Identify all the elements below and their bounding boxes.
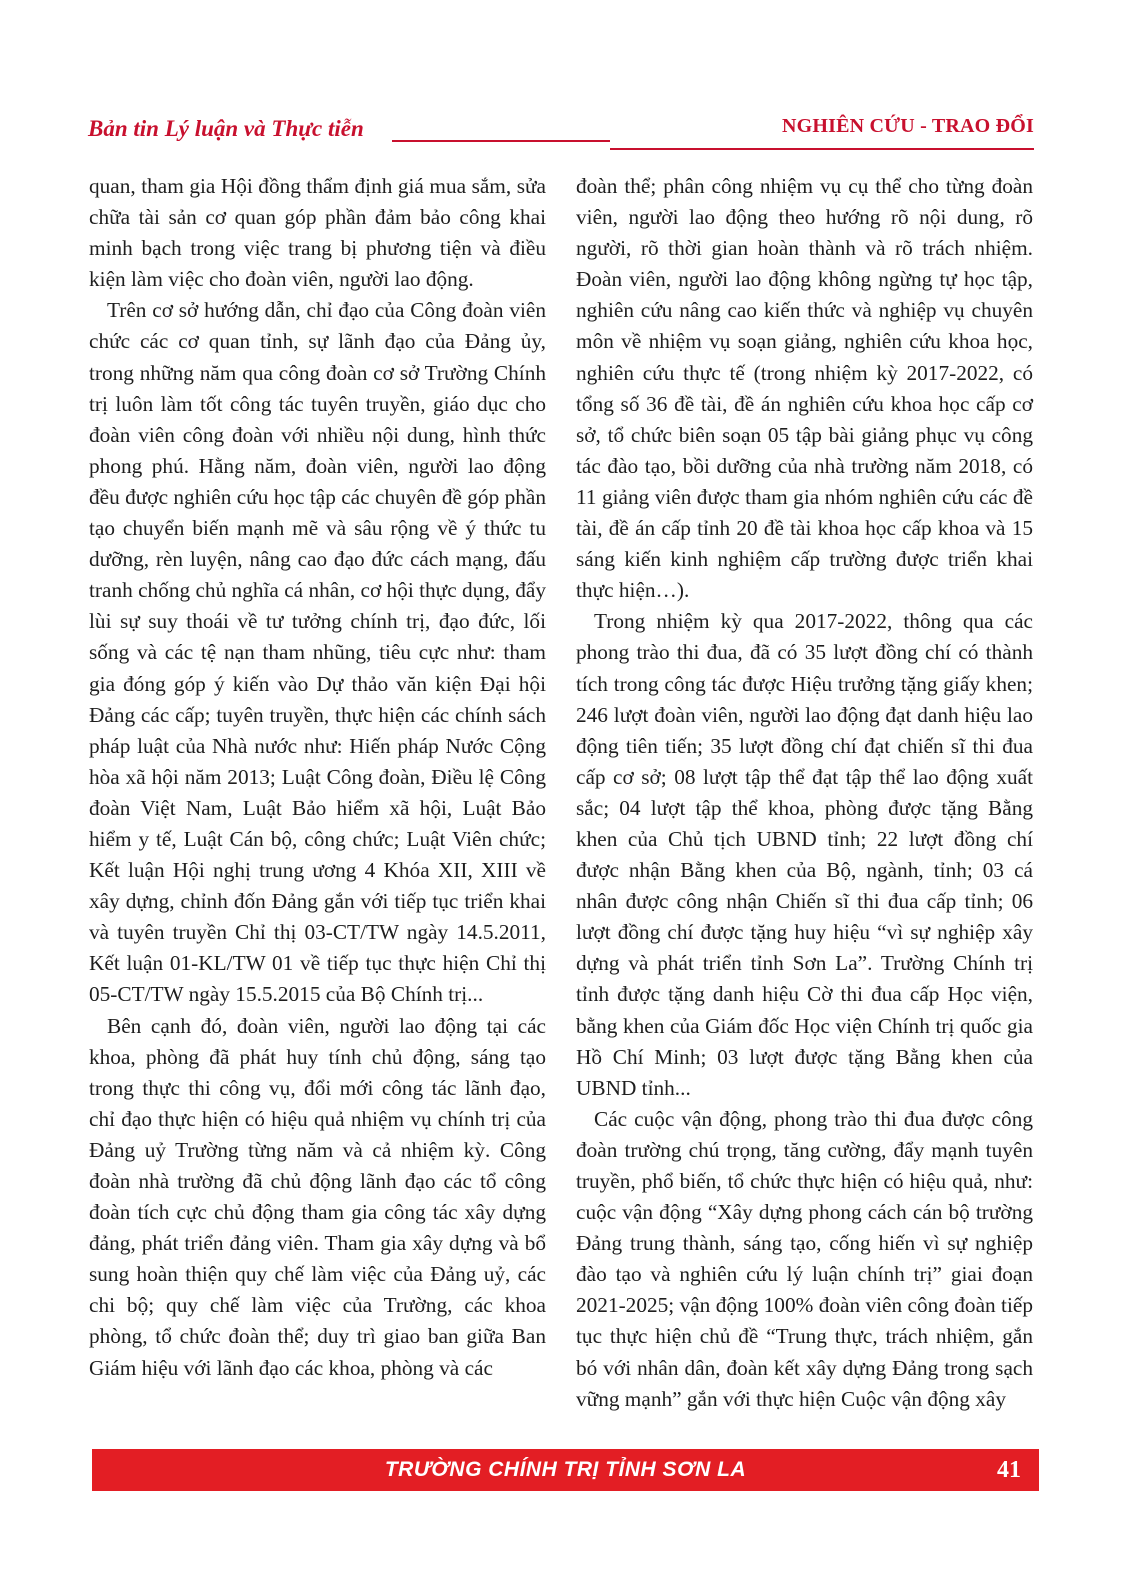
header-rule-left [392, 140, 610, 142]
footer-institution-name: TRƯỜNG CHÍNH TRỊ TỈNH SƠN LA [384, 1458, 747, 1481]
page-number: 41 [997, 1457, 1021, 1483]
article-column-left [89, 171, 546, 1384]
paragraph: quan, tham gia Hội đồng thẩm định giá mua sắm, sửa chữa tài sản cơ quan góp phần đảm bảo công khai minh bạch trong việc trang bị phương tiện và điều kiện làm việc cho đoàn viên, người lao động. [89, 174, 546, 292]
paragraph: Các cuộc vận động, phong trào thi đua được công đoàn trường chú trọng, tăng cường, đẩy mạnh tuyên truyền, phổ biến, tổ chức thực hiện có hiệu quả, như: cuộc vận động “Xây dựng phong cách cán bộ trường Đảng trung thành, sáng tạo, cống hiến vì sự nghiệp đào tạo và nghiên cứu lý luận chính trị” giai đoạn 2021-2025; vận động 100% đoàn viên công đoàn tiếp tục thực hiện chủ đề “Trung thực, trách nhiệm, gắn bó với nhân dân, đoàn kết xây dựng Đảng trong sạch vững mạnh” gắn với thực hiện Cuộc vận động xây [576, 1106, 1033, 1411]
paragraph: Trên cơ sở hướng dẫn, chỉ đạo của Công đoàn viên chức các cơ quan tỉnh, sự lãnh đạo của Đảng ủy, trong những năm qua công đoàn cơ sở Trường Chính trị luôn làm tốt công tác tuyên truyền, giáo dục cho đoàn viên công đoàn với nhiều nội dung, hình thức phong phú. Hằng năm, đoàn viên, người lao động đều được nghiên cứu học tập các chuyên đề góp phần tạo chuyển biến mạnh mẽ và sâu rộng về ý thức tu dưỡng, rèn luyện, nâng cao đạo đức cách mạng, đấu tranh chống chủ nghĩa cá nhân, cơ hội thực dụng, đẩy lùi sự suy thoái về tư tưởng chính trị, đạo đức, lối sống và các tệ nạn tham nhũng, tiêu cực như: tham gia đóng góp ý kiến vào Dự thảo văn kiện Đại hội Đảng các cấp; tuyên truyền, thực hiện các chính sách pháp luật của Nhà nước như: Hiến pháp Nước Cộng hòa xã hội năm 2013; Luật Công đoàn, Điều lệ Công đoàn Việt Nam, Luật Bảo hiểm xã hội, Luật Bảo hiểm y tế, Luật Cán bộ, công chức; Luật Viên chức; Kết luận Hội nghị trung ương 4 Khóa XII, XIII về xây dựng, chỉnh đốn Đảng gắn với tiếp tục triển khai và tuyên truyền Chỉ thị 03-CT/TW ngày 14.5.2011, Kết luận 01-KL/TW 01 về tiếp tục thực hiện Chỉ thị 05-CT/TW ngày 15.5.2015 của Bộ Chính trị... [89, 298, 546, 1007]
paragraph: Trong nhiệm kỳ qua 2017-2022, thông qua các phong trào thi đua, đã có 35 lượt đồng chí có thành tích trong công tác được Hiệu trưởng tặng giấy khen; 246 lượt đoàn viên, người lao động đạt danh hiệu lao động tiên tiến; 35 lượt đồng chí đạt chiến sĩ thi đua cấp cơ sở; 08 lượt tập thể đạt tập thể lao động xuất sắc; 04 lượt tập thể khoa, phòng được tặng Bằng khen của Chủ tịch UBND tỉnh; 22 lượt đồng chí được nhận Bằng khen của Bộ, ngành, tỉnh; 03 cá nhân được công nhận Chiến sĩ thi đua cấp tỉnh; 06 lượt đồng chí được tặng huy hiệu “vì sự nghiệp xây dựng và phát triển tỉnh Sơn La”. Trường Chính trị tỉnh được tặng danh hiệu Cờ thi đua cấp Học viện, bằng khen của Giám đốc Học viện Chính trị quốc gia Hồ Chí Minh; 03 lượt được tặng Bằng khen của UBND tỉnh... [576, 609, 1033, 1100]
header-section-title: NGHIÊN CỨU - TRAO ĐỔI [782, 115, 1034, 137]
paragraph: đoàn thể; phân công nhiệm vụ cụ thể cho từng đoàn viên, người lao động theo hướng rõ nội dung, rõ người, rõ thời gian hoàn thành và rõ trách nhiệm. Đoàn viên, người lao động không ngừng tự học tập, nghiên cứu nâng cao kiến thức và nghiệp vụ chuyên môn về nhiệm vụ soạn giảng, nghiên cứu khoa học, nghiên cứu thực tế (trong nhiệm kỳ 2017-2022, có tổng số 36 đề tài, đề án nghiên cứu khoa học cấp cơ sở, tổ chức biên soạn 05 tập bài giảng phục vụ công tác đào tạo, bồi dưỡng của nhà trường năm 2018, có 11 giảng viên được tham gia nhóm nghiên cứu các đề tài, đề án cấp tỉnh 20 đề tài khoa học cấp khoa và 15 sáng kiến kinh nghiệm cấp trường được triển khai thực hiện…). [576, 174, 1033, 603]
article-column-right [576, 171, 1033, 1415]
header-publication-title: Bản tin Lý luận và Thực tiễn [88, 116, 364, 141]
header-rule-right [610, 148, 1034, 150]
footer-bar [92, 1449, 1039, 1491]
paragraph: Bên cạnh đó, đoàn viên, người lao động tại các khoa, phòng đã phát huy tính chủ động, sáng tạo trong thực thi công vụ, đổi mới công tác lãnh đạo, chỉ đạo thực hiện có hiệu quả nhiệm vụ chính trị của Đảng uỷ Trường từng năm và cả nhiệm kỳ. Công đoàn nhà trường đã chủ động lãnh đạo các tổ công đoàn tích cực chủ động tham gia công tác xây dựng đảng, phát triển đảng viên. Tham gia xây dựng và bổ sung hoàn thiện quy chế làm việc của Đảng uỷ, các chi bộ; quy chế làm việc của Trường, các khoa phòng, tổ chức đoàn thể; duy trì giao ban giữa Ban Giám hiệu với lãnh đạo các khoa, phòng và các [89, 1013, 546, 1380]
